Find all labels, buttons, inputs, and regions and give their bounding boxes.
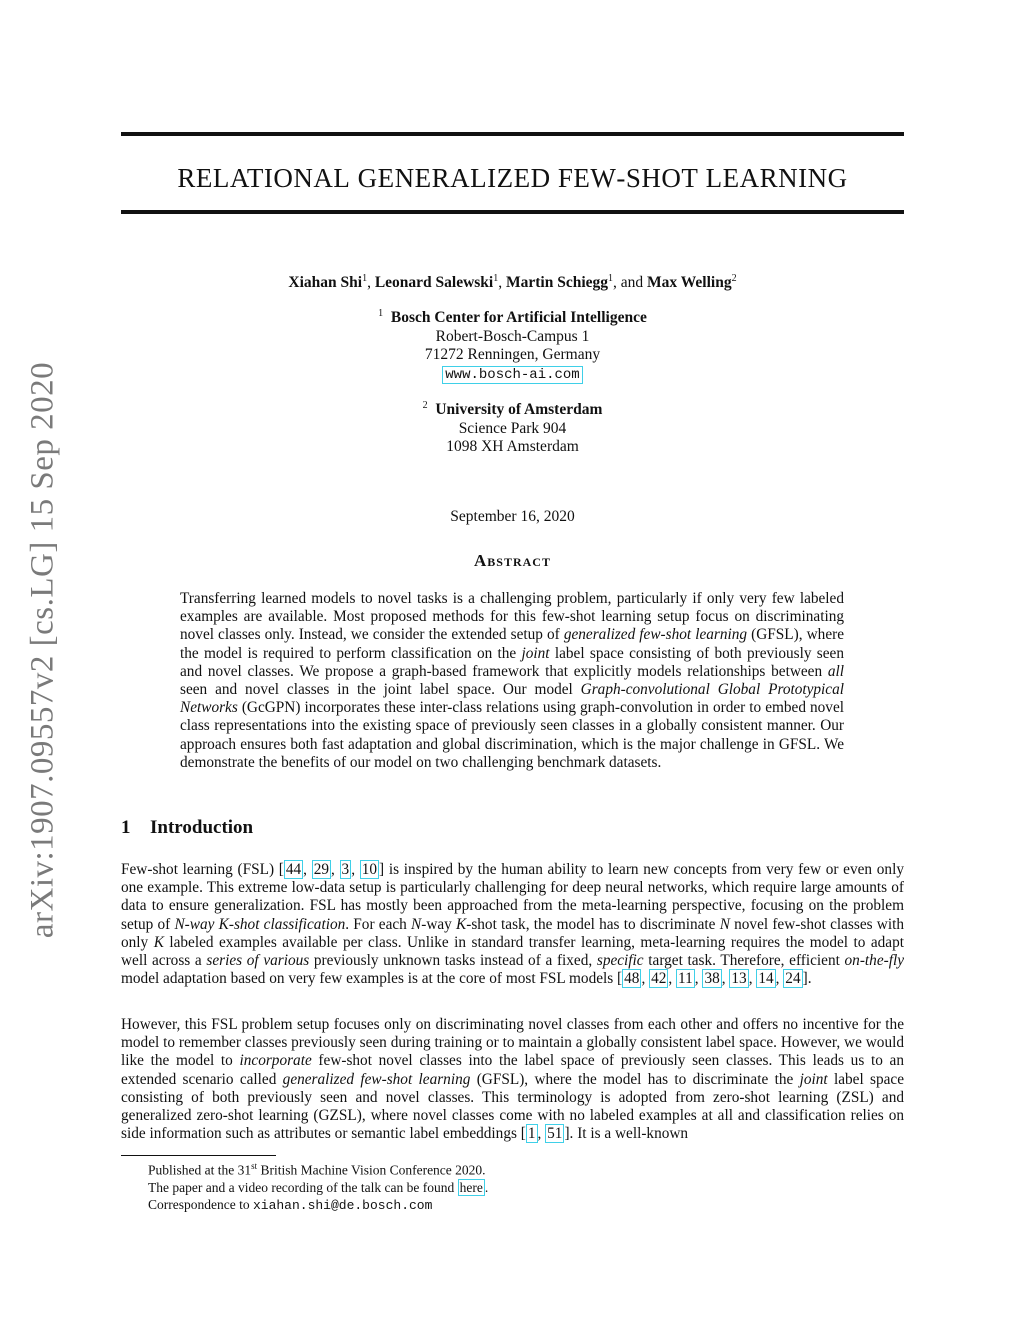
footnote-conference: Published at the 31st British Machine Vision Conference 2020.	[148, 1161, 486, 1178]
affiliation-address-line: Robert-Bosch-Campus 1	[435, 327, 590, 345]
author-name: Max Welling	[647, 274, 732, 292]
affiliation-amsterdam: $^2$ University of Amsterdam Science Park 904 1098 XH Amsterdam	[121, 397, 904, 457]
title-bottom-rule	[121, 210, 904, 214]
author-list: Xiahan Shi$^1$, Leonard Salewski$^1$, Martin Schiegg$^1$, and Max Welling$^2$	[288, 273, 737, 292]
footnote-rule	[121, 1155, 276, 1156]
citation-link[interactable]: 10	[361, 861, 378, 878]
affiliation-bosch: $^1$ Bosch Center for Artificial Intelligence Robert-Bosch-Campus 1 71272 Renningen, Germany www.bosch-ai.com	[121, 305, 904, 384]
intro-paragraph-2: However, this FSL problem setup focuses only on discriminating novel classes from each other and offers no incentive for the model to remember classes previously seen during training or to maintain a globally consistent label space. However, we would like the model to incorporate few-shot novel classes into the label space of previously seen classes. This leads us to an extended scenario called generalized few-shot learning (GFSL), where the model has to discriminate the joint label space consisting of both previously seen and novel classes. This terminology is adopted from zero-shot learning (ZSL) and generalized zero-shot learning (GZSL), where novel classes come with no labeled examples at all and classification relies on side information such as attributes or semantic label embeddings [ 1 , 51 ]. It is a well-known	[121, 1016, 904, 1143]
footnote-correspondence: Correspondence to xiahan.shi@de.bosch.com	[148, 1196, 433, 1213]
citation-link[interactable]: 42	[651, 970, 667, 988]
paper-title: RELATIONAL GENERALIZED FEW-SHOT LEARNING	[177, 163, 848, 193]
intro-paragraph-1: Few-shot learning (FSL) [ 44 , 29 , 3 , 10 ] is inspired by the human ability to learn new concepts from very few or even only one example. This extreme low-data setup is particularly challenging for deep neural networks, which require large amounts of data to ensure generalization. FSL has mostly been approached from the meta-learning perspective, focusing on the problem setup of N-way K-shot classification. For each N-way K-shot task, the model has to discriminate N novel few-shot classes with only K labeled examples available per class. Unlike in standard transfer learning, meta-learning requires the model to adapt well across a series of various previously unknown tasks instead of a fixed, specific target task. Therefore, efficient on-the-fly model adaptation based on very few examples is at the core of most FSL models [ 48 , 42 , 11 , 38 , 13 , 14 , 24 ].	[121, 861, 904, 988]
citation-link[interactable]: 24	[785, 970, 801, 988]
affiliation-name: University of Amsterdam	[435, 401, 603, 419]
arxiv-identifier: arXiv:1907.09557v2 [cs.LG] 15 Sep 2020	[24, 361, 61, 939]
citation-link[interactable]: 29	[313, 861, 329, 878]
section-heading-introduction: 1 Introduction	[121, 817, 254, 838]
citation-link[interactable]: 44	[285, 861, 302, 878]
footnote-video: The paper and a video recording of the talk can be found here .	[148, 1179, 489, 1195]
correspondence-email[interactable]: xiahan.shi@de.bosch.com	[252, 1197, 433, 1213]
citation-link[interactable]: 1	[527, 1125, 536, 1143]
title-top-rule	[121, 132, 904, 136]
abstract-body: Transferring learned models to novel tasks is a challenging problem, particularly if only very few labeled examples are available. Most proposed methods for this few-shot learning setup focus on discriminating novel classes only. Instead, we consider the extended setup of generalized few-shot learning (GFSL), where the model is required to perform classification on the joint label space consisting of both previously seen and novel classes. We propose a graph-based framework that explicitly models relationships between all seen and novel classes in the joint label space. Our model Graph-convolutional Global Prototypical Networks (GcGPN) incorporates these inter-class relations using graph-convolution in order to embed novel class representations into the existing space of previously seen classes in a globally consistent manner. Our approach ensures both fast adaptation and global discrimination, which is the major challenge in GFSL. We demonstrate the benefits of our model on two challenging benchmark datasets.	[180, 590, 844, 771]
bosch-website-link[interactable]: www.bosch-ai.com	[442, 366, 582, 384]
citation-link[interactable]: 11	[678, 970, 693, 988]
publication-date: September 16, 2020	[450, 508, 575, 525]
author-name: Martin Schiegg	[506, 274, 609, 292]
citation-link[interactable]: 48	[624, 970, 640, 988]
video-link[interactable]: here	[459, 1179, 483, 1195]
citation-link[interactable]: 14	[758, 970, 774, 988]
citation-link[interactable]: 13	[731, 970, 747, 988]
author-name: Xiahan Shi	[288, 274, 363, 292]
citation-link[interactable]: 3	[341, 861, 350, 878]
citation-link[interactable]: 38	[704, 970, 720, 988]
affiliation-address-line: Science Park 904	[458, 419, 567, 437]
author-name: Leonard Salewski	[374, 274, 494, 292]
affiliation-address-line: 71272 Renningen, Germany	[424, 346, 601, 364]
abstract-heading: Abstract	[474, 551, 551, 570]
citation-link[interactable]: 51	[547, 1125, 563, 1143]
affiliation-name: Bosch Center for Artificial Intelligence	[390, 309, 647, 327]
footnotes	[148, 1158, 488, 1214]
affiliation-address-line: 1098 XH Amsterdam	[446, 438, 579, 456]
